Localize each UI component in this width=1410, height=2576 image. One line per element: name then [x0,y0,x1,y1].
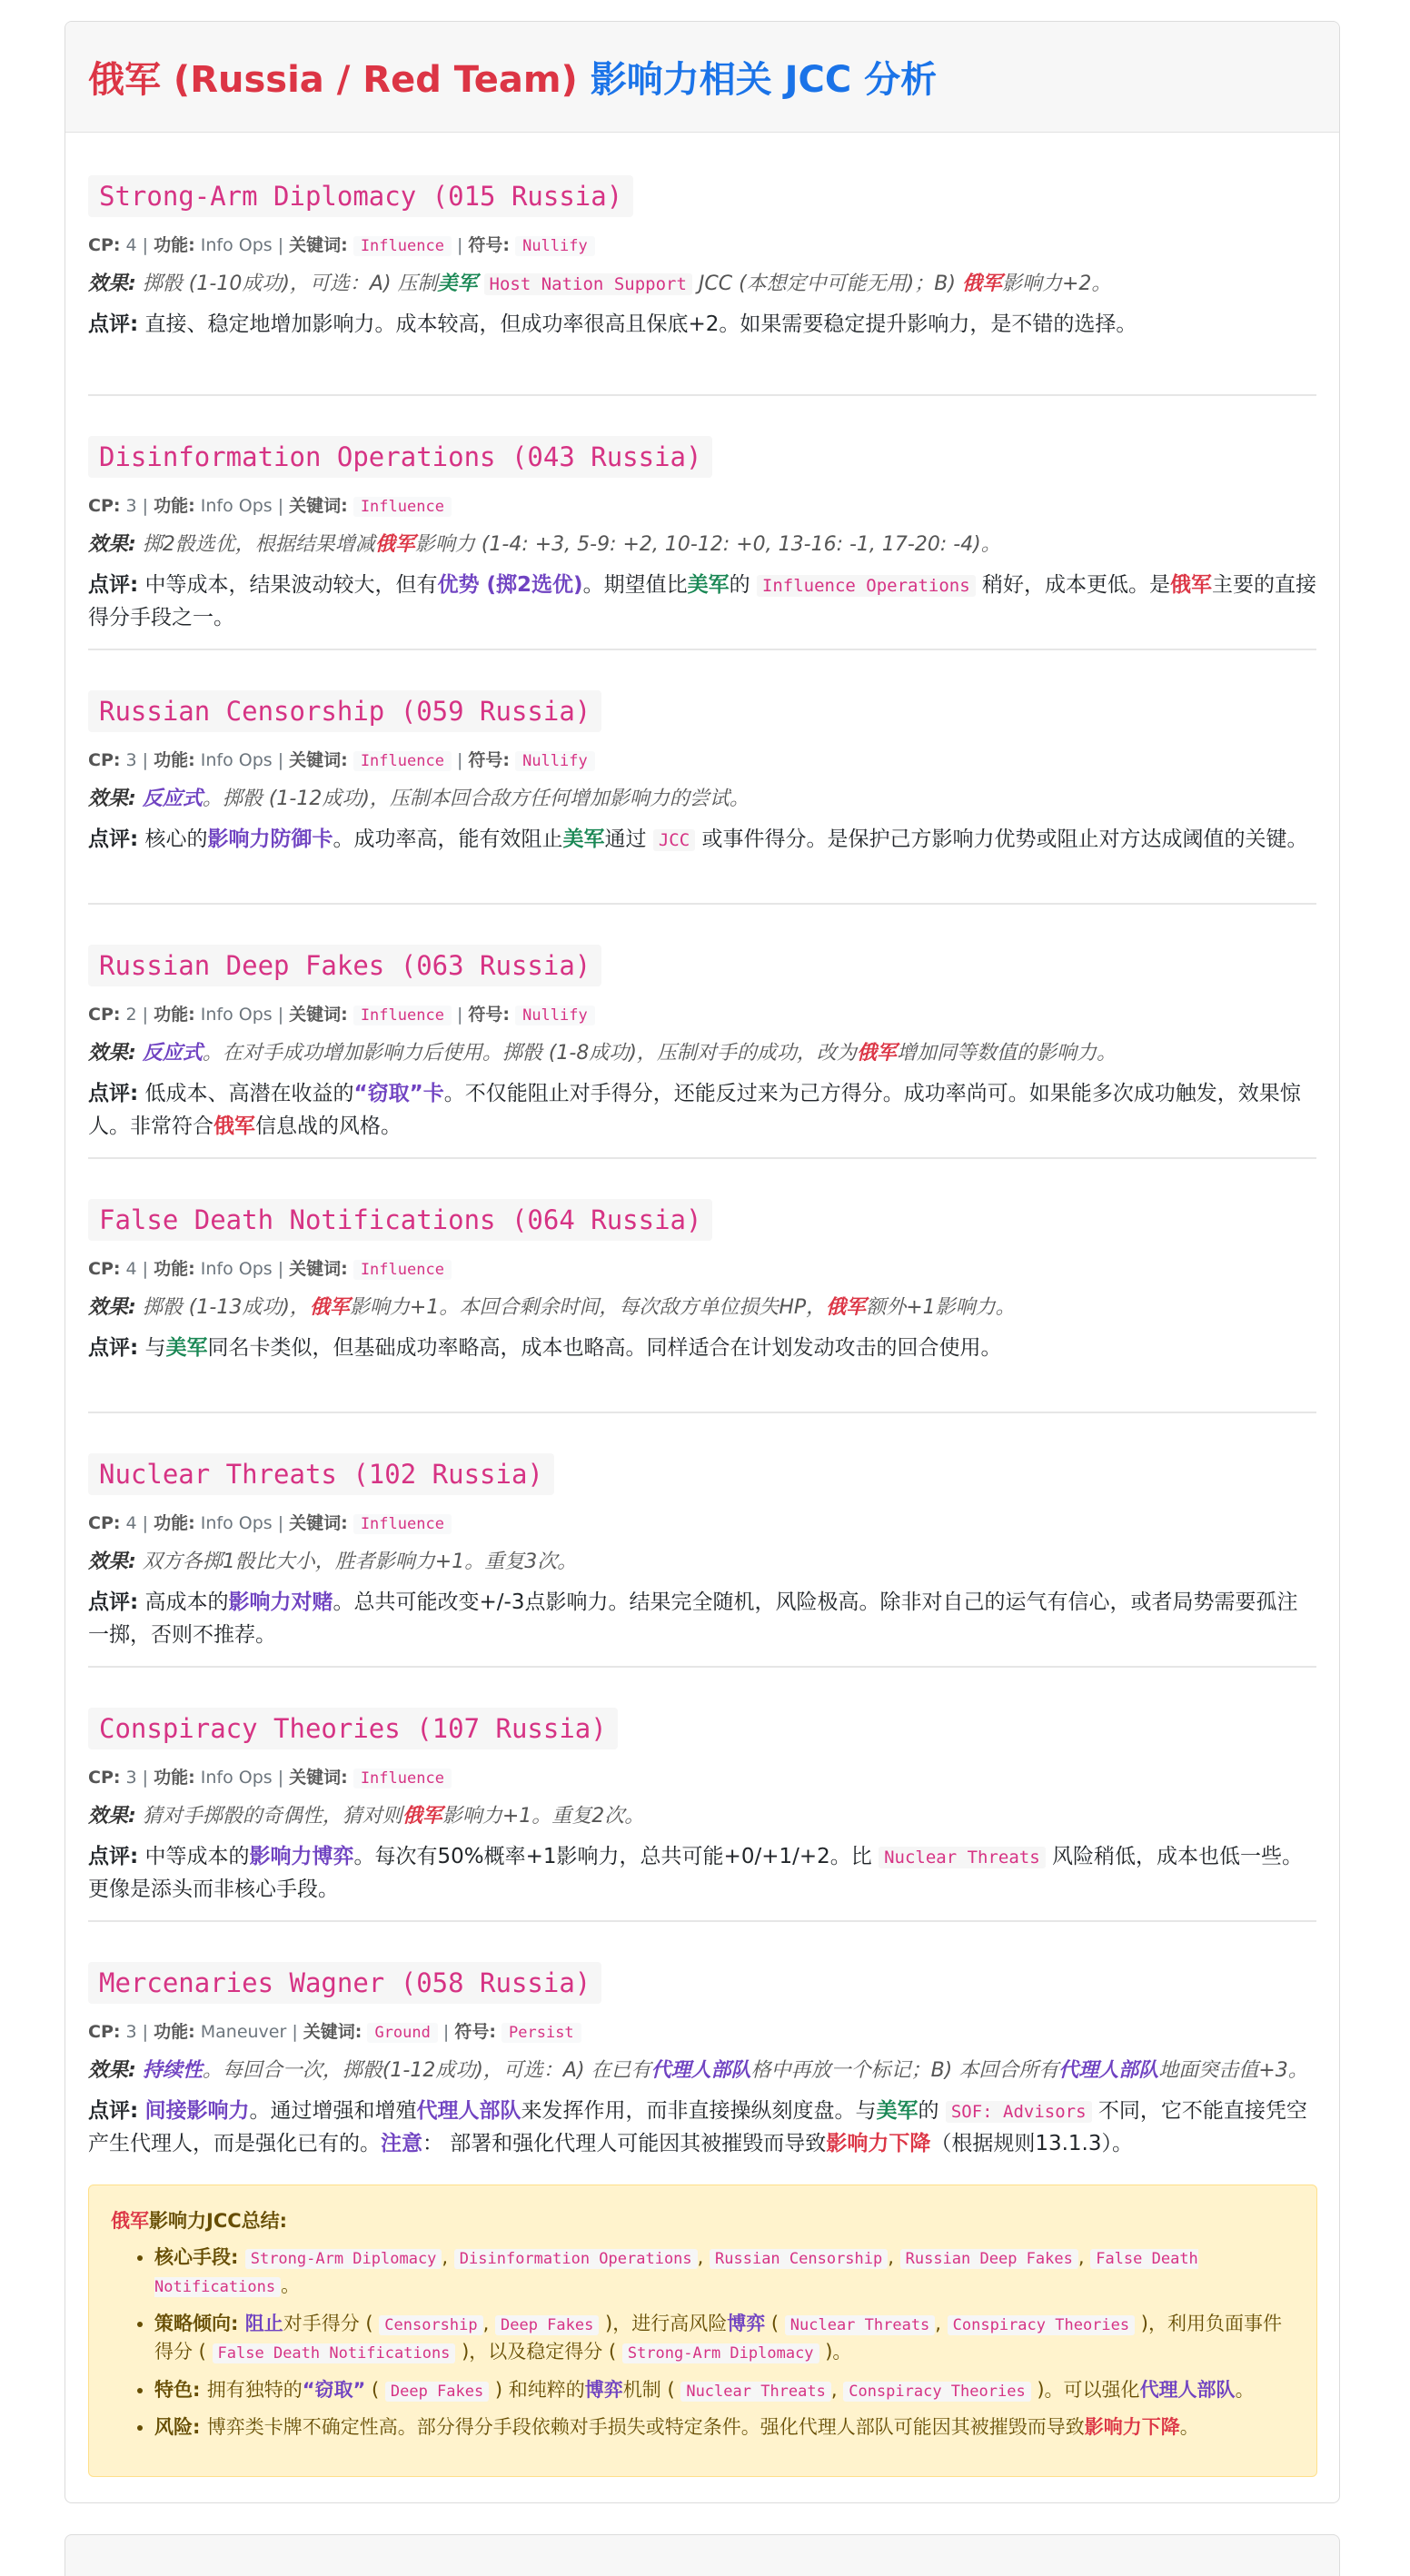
text-run: 直接、稳定地增加影响力。成本较高，但成功率很高且保底+2。如果需要稳定提升影响力，是不错的选择。 [144,312,1137,336]
highlight-term: 持续性 [142,2059,203,2083]
text-run: ( [765,2312,785,2334]
keyword-value: Ground [367,2023,437,2043]
code-term: Disinformation Operations [454,2249,698,2269]
meta-sep: | [272,496,290,517]
func-value: Info Ops [200,750,273,771]
highlight-term: 俄军 [402,1805,442,1828]
meta-sep: | [136,750,154,771]
text-run: 来发挥作用，而非直接操纵刻度盘。与 [521,2098,877,2123]
card-name: False Death Notifications (064 Russia) [88,1199,712,1241]
card-effect [88,2055,1316,2086]
page-title [88,58,1316,102]
cp-value: 3 [125,496,137,517]
func-value: Maneuver [200,2022,287,2043]
text-run: , [442,2245,454,2268]
summary-item [154,2310,1295,2367]
text-run: 不同，它不能直接凭空产生代理人，而是强化已有的。 [88,2098,1307,2155]
highlight-term: 俄军 [826,1296,867,1320]
text-run: 。每次有50%概率+1影响力，总共可能+0/+1/+2。比 [353,1844,879,1868]
card-name: Nuclear Threats (102 Russia) [88,1453,554,1495]
cp-label: CP: [88,750,121,771]
card-name: Disinformation Operations (043 Russia) [88,436,712,478]
card-meta [88,1001,1316,1028]
card-header [65,22,1339,133]
highlight-term: “窃取” [302,2378,366,2401]
text-run: 。 [281,2274,301,2296]
text-run: 格中再放一个标记；B) 本回合所有 [750,2059,1059,2083]
text-run: 或事件得分。是保护己方影响力优势或阻止对方达成阈值的关键。 [695,827,1308,851]
func-label: 功能: [154,1259,195,1280]
card-meta [88,232,1316,259]
keyword-value: Influence [353,497,452,517]
meta-sep: | [451,1005,469,1025]
text-run: 风险: [154,2416,207,2438]
func-label: 功能: [154,1005,195,1025]
title-blue-part: 影响力相关 JCC 分析 [577,59,938,101]
text-run: 。 [1179,2416,1199,2438]
keyword-label: 关键词: [289,1513,348,1534]
keyword-label: 关键词: [289,1768,348,1788]
code-term: Host Nation Support [484,273,692,295]
card-meta [88,1255,1316,1283]
meta-sep: | [136,235,154,256]
text-run [478,272,484,295]
card-effect [88,1037,1316,1069]
highlight-term: 影响力博弈 [249,1844,354,1868]
review-label: 点评: [88,1844,139,1868]
symbol-label: 符号: [468,750,511,771]
highlight-term: 代理人部队 [650,2059,751,2083]
highlight-term: 阻止 [244,2312,283,2334]
highlight-term: 影响力下降 [1084,2416,1180,2438]
highlight-term: “窃取”卡 [353,1081,444,1105]
card-name: Mercenaries Wagner (058 Russia) [88,1962,601,2004]
meta-sep: | [136,2022,154,2043]
highlight-term: 美军 [562,827,605,851]
text-run: 。每回合一次，掷骰(1-12成功)，可选：A) 在已有 [202,2059,651,2083]
func-value: Info Ops [200,1768,273,1788]
func-label: 功能: [154,2022,195,2043]
card-entry [88,133,1316,396]
text-run: 中等成本的 [144,1844,250,1868]
text-run: 。 [1235,2378,1255,2401]
card-effect [88,1546,1316,1578]
code-term: Deep Fakes [495,2315,599,2335]
text-run: 核心手段: [154,2245,245,2268]
card-meta [88,1510,1316,1537]
text-run: 高成本的 [144,1590,229,1614]
meta-sep: | [272,1513,290,1534]
keyword-label: 关键词: [289,1259,348,1280]
review-label: 点评: [88,1081,139,1105]
meta-sep: | [136,1259,154,1280]
card-name: Conspiracy Theories (107 Russia) [88,1708,618,1749]
highlight-term: 代理人部队 [1139,2378,1236,2401]
text-run: ) 和纯粹的 [489,2378,585,2401]
symbol-value: Nullify [515,751,595,771]
func-label: 功能: [154,1513,195,1534]
text-run: 。期望值比 [582,572,688,597]
code-term: SOF: Advisors [946,2101,1092,2123]
review-label: 点评: [88,827,139,851]
summary-item [154,2244,1295,2301]
text-run: 掷骰 (1-13成功)， [142,1296,310,1320]
card-review [88,569,1316,635]
text-run: 稍好，成本更低。是 [975,572,1170,597]
code-term: Strong-Arm Diplomacy [245,2249,442,2269]
cp-label: CP: [88,1513,121,1534]
text-run: JCC (本想定中可能无用)；B) [691,272,962,296]
highlight-term: 美军 [876,2098,918,2123]
highlight-term: 俄军 [374,533,415,557]
review-label: 点评: [88,1335,139,1360]
func-value: Info Ops [200,1005,273,1025]
card-effect [88,1292,1316,1323]
text-run: 的 [729,572,757,597]
text-run: 。不仅能阻止对手得分，还能反过来为己方得分。成功率尚可。如果能多次成功触发，效果惊人。非常符合 [88,1081,1301,1138]
text-run: 对手得分 ( [283,2312,380,2334]
cp-value: 4 [125,1259,137,1280]
text-run: 影响力JCC总结: [149,2210,288,2232]
keyword-label: 关键词: [289,496,348,517]
card-review [88,823,1316,856]
keyword-value: Influence [353,236,452,256]
text-run: )。可以强化 [1030,2378,1140,2401]
highlight-term: 影响力下降 [826,2131,931,2155]
cp-label: CP: [88,1768,121,1788]
next-card-edge [65,2534,1340,2576]
cp-label: CP: [88,1005,121,1025]
code-term: False Death Notifications [213,2343,456,2363]
code-term: Strong-Arm Diplomacy [622,2343,819,2363]
effect-label: 效果: [88,1551,136,1574]
text-run: 。成功率高，能有效阻止 [333,827,563,851]
code-term: Conspiracy Theories [948,2315,1135,2335]
text-run: 风险稍低，成本也低一些。更像是添头而非核心手段。 [88,1844,1303,1901]
highlight-term: 优势 (掷2选优) [437,572,583,597]
text-run: 影响力+2。 [1001,272,1112,296]
card-meta [88,2018,1316,2046]
symbol-label: 符号: [468,1005,511,1025]
meta-sep: | [272,750,290,771]
card-effect [88,268,1316,300]
text-run: 主要的直接得分手段之一。 [88,572,1316,629]
card-effect [88,529,1316,560]
meta-sep: | [272,235,290,256]
review-label: 点评: [88,2098,139,2123]
effect-label: 效果: [88,533,136,557]
text-run: 影响力+1。本回合剩余时间，每次敌方单位损失HP， [349,1296,827,1320]
text-run: 拥有独特的 [206,2378,303,2401]
meta-sep: | [136,1768,154,1788]
card-effect [88,783,1316,815]
card-review [88,1332,1316,1364]
highlight-term: 间接影响力 [144,2098,250,2123]
func-value: Info Ops [200,1259,273,1280]
text-run: 地面突击值+3。 [1158,2059,1308,2083]
symbol-value: Nullify [515,1006,595,1025]
summary-box [88,2185,1317,2477]
keyword-label: 关键词: [289,750,348,771]
text-run: , [935,2312,948,2334]
code-term: Nuclear Threats [879,1847,1046,1868]
cp-label: CP: [88,496,121,517]
highlight-term: 俄军 [961,272,1002,296]
text-run: 猜对手掷骰的奇偶性，猜对则 [142,1805,402,1828]
meta-sep: | [136,1513,154,1534]
text-run: （根据规则13.1.3）。 [930,2131,1133,2155]
code-term: Censorship [379,2315,482,2335]
text-run: 博弈类卡牌不确定性高。部分得分手段依赖对手损失或特定条件。强化代理人部队可能因其被摧毁而导致 [206,2416,1085,2438]
card-review [88,1586,1316,1652]
func-label: 功能: [154,496,195,517]
text-run: , [697,2245,710,2268]
effect-label: 效果: [88,1296,136,1320]
card-effect [88,1800,1316,1832]
cp-label: CP: [88,1259,121,1280]
title-red-part: 俄军 (Russia / Red Team) [88,59,578,101]
symbol-label: 符号: [468,235,511,256]
code-term: Conspiracy Theories [843,2382,1030,2402]
text-run: , [1077,2245,1091,2268]
text-run: 核心的 [144,827,208,851]
card-review [88,308,1316,341]
text-run: , [482,2312,495,2334]
meta-sep: | [136,496,154,517]
highlight-term: 俄军 [856,1042,897,1065]
func-label: 功能: [154,235,195,256]
func-label: 功能: [154,1768,195,1788]
cp-value: 4 [125,235,137,256]
text-run: 额外+1影响力。 [866,1296,1016,1320]
cp-value: 2 [125,1005,137,1025]
text-run: 掷2骰选优，根据结果增减 [142,533,375,557]
analysis-card [65,21,1340,2503]
text-run: 。掷骰 (1-12成功)，压制本回合敌方任何增加影响力的尝试。 [202,788,750,811]
card-entry [88,1413,1316,1668]
text-run: 掷骰 (1-10成功)，可选：A) 压制 [142,272,438,296]
highlight-term: 俄军 [213,1114,255,1138]
text-run: 的 [918,2098,946,2123]
text-run: 中等成本，结果波动较大，但有 [144,572,438,597]
code-term: Nuclear Threats [680,2382,831,2402]
review-label: 点评: [88,312,139,336]
text-run: 与 [144,1335,166,1360]
meta-sep: | [272,1005,290,1025]
text-run: )，进行高风险 [599,2312,728,2334]
cp-value: 3 [125,2022,137,2043]
text-run: 信息战的风格。 [255,1114,402,1138]
card-review [88,2095,1316,2161]
summary-title [111,2207,1295,2236]
meta-sep: | [437,2022,455,2043]
summary-item [154,2413,1295,2442]
text-run: 机制 ( [622,2378,681,2401]
cp-value: 4 [125,1513,137,1534]
summary-item [154,2376,1295,2405]
effect-label: 效果: [88,2059,136,2083]
text-run: , [888,2245,900,2268]
symbol-value: Persist [501,2023,581,2043]
keyword-label: 关键词: [303,2022,362,2043]
func-value: Info Ops [200,1513,273,1534]
highlight-term: 反应式 [142,1042,203,1065]
keyword-value: Influence [353,1006,452,1025]
card-entry [88,1159,1316,1413]
card-review [88,1840,1316,1907]
effect-label: 效果: [88,1805,136,1828]
code-term: Influence Operations [757,575,976,597]
cp-value: 3 [125,1768,137,1788]
card-meta [88,492,1316,520]
card-body [65,133,1339,2213]
meta-sep: | [272,1259,290,1280]
text-run: 影响力 (1-4: +3, 5-9: +2, 10-12: +0, 13-16: -1, 17-20: -4)。 [414,533,1001,557]
cp-value: 3 [125,750,137,771]
text-run: 双方各掷1骰比大小，胜者影响力+1。重复3次。 [142,1551,578,1574]
highlight-term: 博弈 [727,2312,766,2334]
text-run: 。总共可能改变+/-3点影响力。结果完全随机，风险极高。除非对自己的运气有信心，或者局势需要孤注一掷，否则不推荐。 [88,1590,1298,1647]
highlight-term: 影响力对赌 [228,1590,333,1614]
text-run: )，利用负面事件得分 ( [154,2312,1282,2363]
card-entry [88,905,1316,1159]
card-entry [88,650,1316,905]
func-value: Info Ops [200,235,273,256]
card-review [88,1077,1316,1144]
card-meta [88,747,1316,774]
highlight-term: 代理人部队 [1058,2059,1159,2083]
keyword-value: Influence [353,1260,452,1280]
text-run: 策略倾向: [154,2312,245,2334]
card-name: Strong-Arm Diplomacy (015 Russia) [88,175,633,217]
highlight-term: 美军 [687,572,730,597]
keyword-value: Influence [353,1514,452,1534]
text-run: )，以及稳定得分 ( [455,2341,622,2363]
effect-label: 效果: [88,1042,136,1065]
text-run: 低成本、高潜在收益的 [144,1081,354,1105]
keyword-value: Influence [353,1769,452,1788]
text-run: )。 [819,2341,852,2363]
meta-sep: | [136,1005,154,1025]
func-label: 功能: [154,750,195,771]
text-run: ( [365,2378,385,2401]
meta-sep: | [451,750,469,771]
highlight-term: 美军 [165,1335,208,1360]
text-run: 。通过增强和增殖 [249,2098,417,2123]
func-value: Info Ops [200,496,273,517]
card-entry [88,1668,1316,1922]
code-term: Russian Deep Fakes [900,2249,1078,2269]
code-term: JCC [653,829,695,851]
meta-sep: | [272,1768,290,1788]
meta-sep: | [451,235,469,256]
effect-label: 效果: [88,788,136,811]
card-meta [88,1764,1316,1791]
symbol-value: Nullify [515,236,595,256]
highlight-term: 代理人部队 [416,2098,521,2123]
text-run: 。在对手成功增加影响力后使用。掷骰 (1-8成功)，压制对手的成功，改为 [202,1042,857,1065]
highlight-term: 俄军 [111,2210,149,2232]
card-entry [88,396,1316,650]
review-label: 点评: [88,1590,139,1614]
highlight-term: 俄军 [1169,572,1212,597]
keyword-label: 关键词: [289,1005,348,1025]
text-run: 特色: [154,2378,207,2401]
text-run: , [830,2378,844,2401]
card-name: Russian Censorship (059 Russia) [88,690,601,732]
code-term: Russian Censorship [710,2249,888,2269]
text-run: ： 部署和强化代理人可能因其被摧毁而导致 [422,2131,827,2155]
code-term: False Death Notifications [154,2249,1198,2296]
code-term: Deep Fakes [385,2382,489,2402]
highlight-term: 博弈 [584,2378,623,2401]
highlight-term: 美军 [437,272,478,296]
symbol-label: 符号: [454,2022,496,2043]
highlight-term: 注意 [381,2131,422,2155]
text-run: 通过 [604,827,653,851]
text-run: 影响力+1。重复2次。 [442,1805,645,1828]
card-entry [88,1922,1316,2213]
code-term: Nuclear Threats [785,2315,936,2335]
keyword-label: 关键词: [289,235,348,256]
summary-list [111,2244,1295,2442]
cp-label: CP: [88,2022,121,2043]
card-name: Russian Deep Fakes (063 Russia) [88,945,601,986]
highlight-term: 反应式 [142,788,203,811]
highlight-term: 俄军 [309,1296,350,1320]
highlight-term: 影响力防御卡 [207,827,333,851]
effect-label: 效果: [88,272,136,296]
text-run: 增加同等数值的影响力。 [896,1042,1117,1065]
cp-label: CP: [88,235,121,256]
meta-sep: | [286,2022,303,2043]
keyword-value: Influence [353,751,452,771]
text-run: 同名卡类似，但基础成功率略高，成本也略高。同样适合在计划发动攻击的回合使用。 [207,1335,1002,1360]
review-label: 点评: [88,572,139,597]
